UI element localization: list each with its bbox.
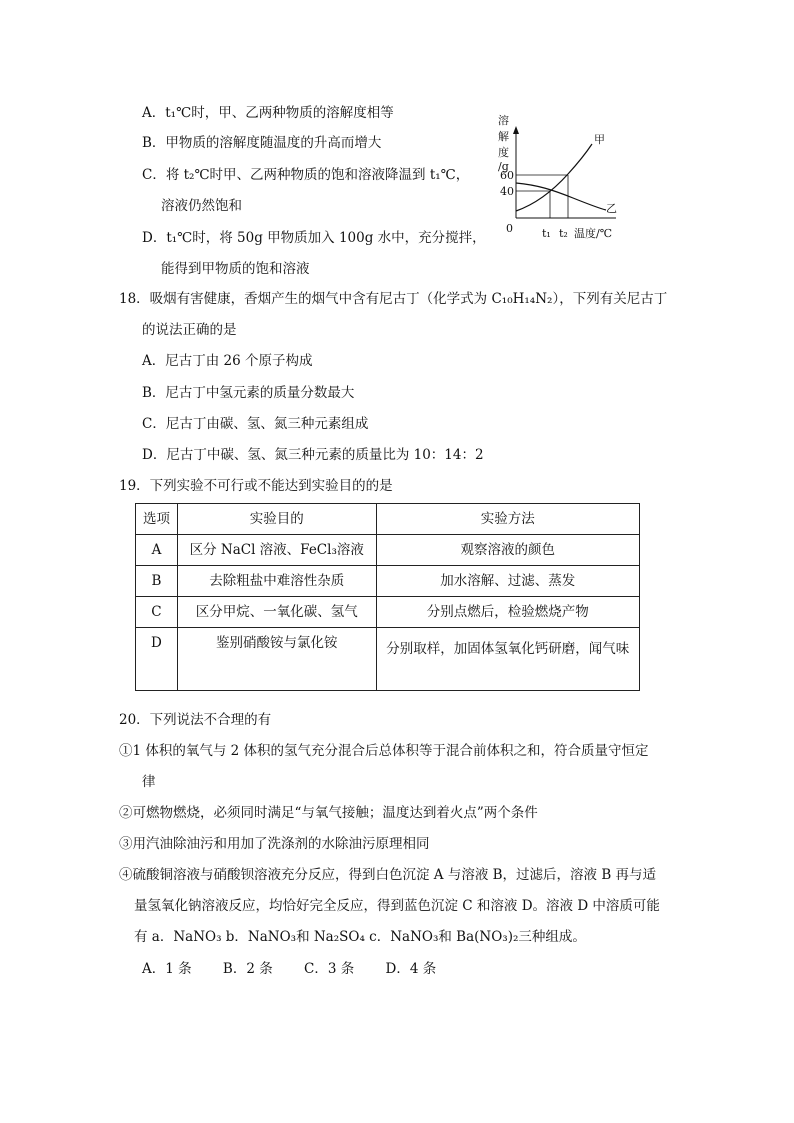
q17-option-c-cont: 溶液仍然饱和 — [161, 198, 242, 214]
experiment-table — [135, 503, 640, 691]
table-cell: 分别取样，加固体氢氧化钙研磨，闻气味 — [376, 628, 639, 691]
q18-option-d: D．尼古丁中碳、氢、氮三种元素的质量比为 10：14：2 — [142, 447, 484, 463]
solubility-chart — [488, 108, 628, 248]
table-cell: 去除粗盐中难溶性杂质 — [177, 566, 376, 597]
x-axis-label: 温度/℃ — [574, 227, 613, 240]
table-header-cell: 实验目的 — [177, 504, 376, 535]
q19-stem: 19．下列实验不可行或不能达到实验目的的是 — [119, 478, 393, 494]
table-cell: 分别点燃后，检验燃烧产物 — [376, 597, 639, 628]
table-cell: A — [136, 535, 178, 566]
q18-stem: 18．吸烟有害健康，香烟产生的烟气中含有尼古丁（化学式为 C₁₀H₁₄N₂），下列有关尼古丁 — [119, 291, 668, 307]
q20-options: A．1 条 B．2 条 C．3 条 D．4 条 — [142, 961, 437, 977]
table-row — [136, 628, 640, 691]
q20-statement-4-cont: 量氢氧化钠溶液反应，均恰好完全反应，得到蓝色沉淀 C 和溶液 D。溶液 D 中溶质可能 — [134, 898, 660, 914]
series-label-jia: 甲 — [594, 133, 605, 146]
table-cell: B — [136, 566, 178, 597]
table-cell: C — [136, 597, 178, 628]
y-axis-label-char: 解 — [498, 130, 509, 143]
table-cell: 加水溶解、过滤、蒸发 — [376, 566, 639, 597]
q17-option-b: B．甲物质的溶解度随温度的升高而增大 — [142, 135, 382, 151]
q20-statement-4-cont: 有 a．NaNO₃ b．NaNO₃和 Na₂SO₄ c．NaNO₃和 Ba(NO₃)₂三种组成。 — [134, 929, 586, 945]
y-axis-label-char: 度 — [498, 146, 509, 159]
x-tick-label: t₂ — [559, 227, 568, 240]
q20-statement-2: ②可燃物燃烧，必须同时满足“与氧气接触；温度达到着火点”两个条件 — [119, 805, 538, 821]
table-header-cell: 实验方法 — [376, 504, 639, 535]
q18-option-c: C．尼古丁由碳、氢、氮三种元素组成 — [142, 416, 369, 432]
q17-option-a: A．t₁℃时，甲、乙两种物质的溶解度相等 — [142, 105, 394, 121]
q18-stem-cont: 的说法正确的是 — [142, 322, 237, 338]
y-tick-label: 60 — [500, 169, 514, 182]
origin-label: 0 — [506, 222, 513, 235]
q20-statement-4: ④硫酸铜溶液与硝酸钡溶液充分反应，得到白色沉淀 A 与溶液 B，过滤后，溶液 B 再与适 — [119, 867, 657, 883]
q20-statement-3: ③用汽油除油污和用加了洗涤剂的水除油污原理相同 — [119, 836, 430, 852]
y-axis-label-char: 溶 — [498, 114, 509, 127]
q20-statement-1-cont: 律 — [142, 774, 156, 790]
table-cell: 观察溶液的颜色 — [376, 535, 639, 566]
table-row — [136, 597, 640, 628]
table-cell: 区分甲烷、一氧化碳、氢气 — [177, 597, 376, 628]
q17-option-d: D．t₁℃时，将 50g 甲物质加入 100g 水中，充分搅拌， — [142, 230, 486, 246]
q18-option-b: B．尼古丁中氢元素的质量分数最大 — [142, 385, 355, 401]
q17-option-d-cont: 能得到甲物质的饱和溶液 — [161, 261, 310, 277]
table-cell: 区分 NaCl 溶液、FeCl₃溶液 — [177, 535, 376, 566]
curve-yi — [516, 183, 606, 210]
table-cell: D — [136, 628, 178, 691]
table-row — [136, 566, 640, 597]
q20-stem: 20．下列说法不合理的有 — [119, 712, 272, 728]
y-axis-arrow — [513, 126, 519, 134]
table-row — [136, 535, 640, 566]
y-axis-label-char: /g — [498, 160, 509, 173]
q20-statement-1: ①1 体积的氧气与 2 体积的氢气充分混合后总体积等于混合前体积之和，符合质量守恒定 — [119, 743, 649, 759]
table-header-cell: 选项 — [136, 504, 178, 535]
y-tick-label: 40 — [500, 185, 514, 198]
x-tick-label: t₁ — [542, 227, 551, 240]
q17-option-c: C．将 t₂℃时甲、乙两种物质的饱和溶液降温到 t₁℃， — [142, 167, 470, 183]
q18-option-a: A．尼古丁由 26 个原子构成 — [142, 353, 313, 369]
series-label-yi: 乙 — [606, 202, 617, 215]
table-cell: 鉴别硝酸铵与氯化铵 — [177, 628, 376, 691]
table-header-row — [136, 504, 640, 535]
